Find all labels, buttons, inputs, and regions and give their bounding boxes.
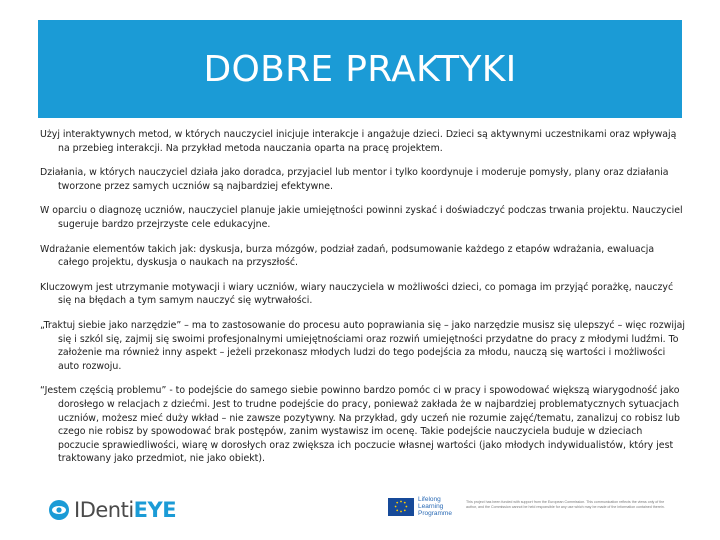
paragraph-1: Użyj interaktywnych metod, w których nauczyciel inicjuje interakcje i angażuje dzieci. Dzieci są aktywnymi uczestnikami oraz wpływają na przebieg interakcji. Na przykład metoda nauczania oparta na pracę projektem. <box>40 129 677 154</box>
footer <box>0 480 720 540</box>
paragraph-2: Działania, w których nauczyciel działa jako doradca, przyjaciel lub mentor i tylko koordynuje i moderuje pomysły, plany oraz działania tworzone przez samych uczniów są najbardziej efektywne. <box>40 167 669 192</box>
logo-text: IDentiEYE <box>74 498 177 522</box>
paragraph-3: W oparciu o diagnozę uczniów, nauczyciel planuje jakie umiejętności powinni zyskać i doświadczyć podczas trwania projektu. Nauczyciel sugeruje bardzo przejrzyste cele edukacyjne. <box>40 205 683 230</box>
eye-logo-icon <box>48 499 70 521</box>
slide-title: DOBRE PRAKTYKI <box>203 48 517 90</box>
content-body <box>40 128 685 477</box>
title-banner <box>38 20 682 118</box>
paragraph-6: „Traktuj siebie jako narzędzie” – ma to zastosowanie do procesu auto poprawiania się – jako narzędzie musisz się ulepszyć – więc rozwijaj się i szkól się, zajmij się swoimi profesjonalnymi umiejętnościami oraz rozwiń umiejętności przydatne do pracy z młodymi ludźmi. To założenie ma również inny aspekt – jeżeli przekonasz młodych ludzi do tego podejścia za młodu, nauczą się wartości i możliwości auto rozwoju. <box>40 319 685 372</box>
programme-label: Lifelong Learning Programme <box>418 496 452 517</box>
paragraph-5: Kluczowym jest utrzymanie motywacji i wiary uczniów, wiary nauczyciela w możliwości dzieci, co pomaga im przyjąć porażkę, nauczyć się na błędach a tym samym nauczyć się wytrwałości. <box>40 281 674 307</box>
paragraph-4: Wdrażanie elementów takich jak: dyskusja, burza mózgów, podział zadań, podsumowanie każdego z etapów wdrażania, ewaluacja całego projektu, dyskusja o naukach na przyszłość. <box>40 243 655 269</box>
funding-disclaimer: This project has been funded with support from the European Commission. This communication reflects the views only of the author, and the Commission cannot be held responsible for any use which may be made of the information contained therein. <box>466 500 665 509</box>
eu-flag-icon <box>388 498 414 516</box>
identieye-logo <box>48 498 176 522</box>
paragraph-7: “Jestem częścią problemu” - to podejście do samego siebie powinno bardzo pomóc ci w pracy i spowodować większą wiarygodność jako dorosłego w relacjach z dziećmi. Jest to trudne podejście do pracy, ponieważ zakłada że w najbardziej problematycznych sytuacjach uczniów, możesz mieć duży wkład – nie zawsze pozytywny. Na przykład, gdy uczeń nie rozumie zajęć/tematu, zanalizuj co robisz lub czego nie robisz by spowodować brak postępów, zanim wystawisz im ocenę. Takie podejście nauczyciela buduje w dzieciach poczucie sprawiedliwości, wiarę w dorosłych oraz zwiększa ich poczucie własnej wartości (jako młodych indywidualistów, który jest traktowany jako przedmiot, nie jako obiekt). <box>40 385 680 465</box>
